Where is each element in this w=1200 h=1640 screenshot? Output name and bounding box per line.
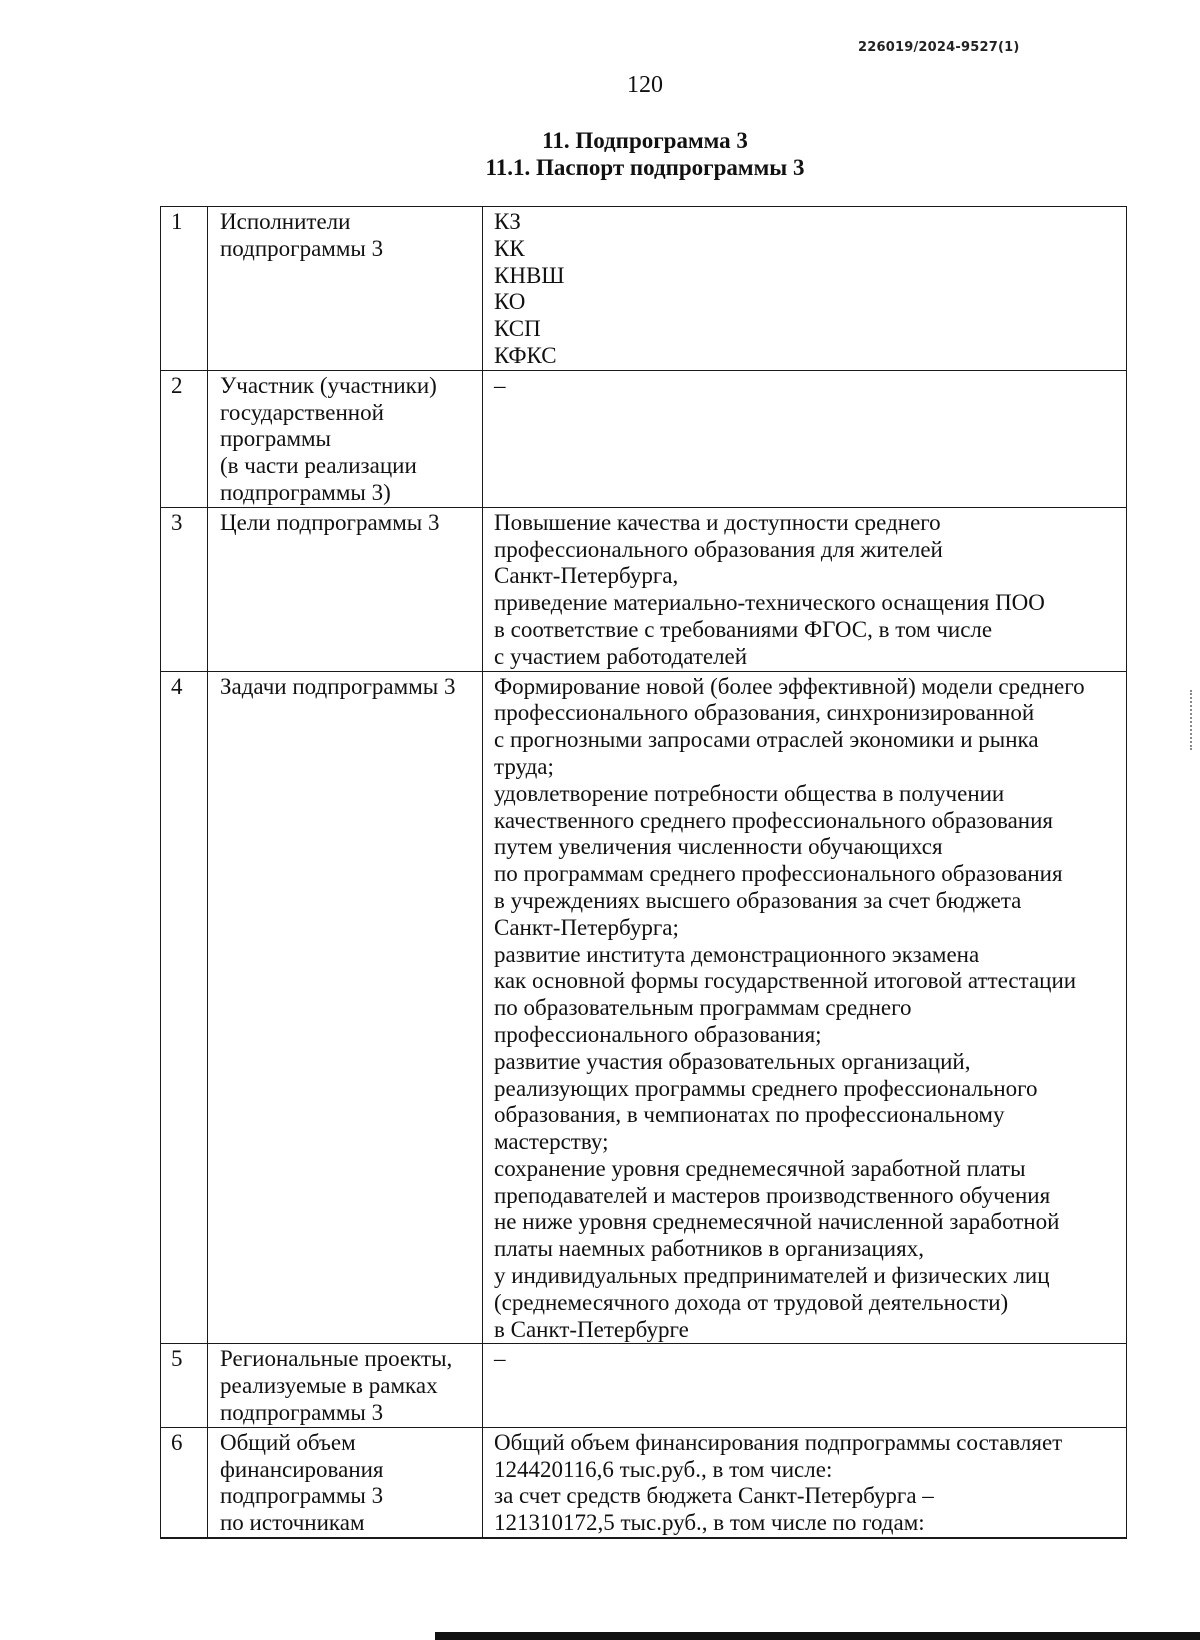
table-row xyxy=(161,671,1127,1344)
row-value: КЗ КК КНВШ КО КСП КФКС xyxy=(483,207,1127,371)
row-number: 5 xyxy=(161,1344,208,1427)
row-value: Повышение качества и доступности среднего профессионального образования для жителей Санкт-Петербурга, приведение материально-технического оснащения ПОО в соответствие с требованиями ФГОС, в том числе с участием работодателей xyxy=(483,507,1127,671)
row-name: Региональные проекты, реализуемые в рамках подпрограммы 3 xyxy=(208,1344,483,1427)
table-row xyxy=(161,370,1127,507)
page-number: 120 xyxy=(627,72,663,98)
document-id: 226019/2024-9527(1) xyxy=(858,40,1020,55)
table-row xyxy=(161,507,1127,671)
table-row xyxy=(161,1427,1127,1538)
row-name: Общий объем финансирования подпрограммы 3 по источникам xyxy=(208,1427,483,1538)
table-row xyxy=(161,1344,1127,1427)
row-name: Исполнители подпрограммы 3 xyxy=(208,207,483,371)
scan-margin-mark xyxy=(1190,690,1194,750)
row-number: 6 xyxy=(161,1427,208,1538)
row-number: 2 xyxy=(161,370,208,507)
row-value: Общий объем финансирования подпрограммы составляет 124420116,6 тыс.руб., в том числе: за счет средств бюджета Санкт-Петербурга – 121310172,5 тыс.руб., в том числе по годам: xyxy=(483,1427,1127,1538)
row-value: – xyxy=(483,370,1127,507)
subsection-title: 11.1. Паспорт подпрограммы 3 xyxy=(485,155,805,180)
row-name: Задачи подпрограммы 3 xyxy=(208,671,483,1344)
row-name: Участник (участники) государственной программы (в части реализации подпрограммы 3) xyxy=(208,370,483,507)
row-value: – xyxy=(483,1344,1127,1427)
row-number: 1 xyxy=(161,207,208,371)
section-title: 11. Подпрограмма 3 xyxy=(542,128,748,153)
subprogram-passport-table xyxy=(160,206,1127,1539)
row-name: Цели подпрограммы 3 xyxy=(208,507,483,671)
row-number: 4 xyxy=(161,671,208,1344)
row-number: 3 xyxy=(161,507,208,671)
table-row xyxy=(161,207,1127,371)
row-value: Формирование новой (более эффективной) модели среднего профессионального образования, синхронизированной с прогнозными запросами отраслей экономики и рынка труда; удовлетворение потребности общества в получении качественного среднего профессионального образования путем увеличения численности обучающихся по программам среднего профессионального образования в учреждениях высшего образования за счет бюджета Санкт-Петербурга; развитие института демонстрационного экзамена как основной формы государственной итоговой аттестации по образовательным программам среднего профессионального образования; развитие участия образовательных организаций, реализующих программы среднего профессионального образования, в чемпионатах по профессиональному мастерству; сохранение уровня среднемесячной заработной платы преподавателей и мастеров производственного обучения не ниже уровня среднемесячной начисленной заработной платы наемных работников в организациях, у индивидуальных предпринимателей и физических лиц (среднемесячного дохода от трудовой деятельности) в Санкт-Петербурге xyxy=(483,671,1127,1344)
scan-edge-bar xyxy=(435,1632,1200,1640)
